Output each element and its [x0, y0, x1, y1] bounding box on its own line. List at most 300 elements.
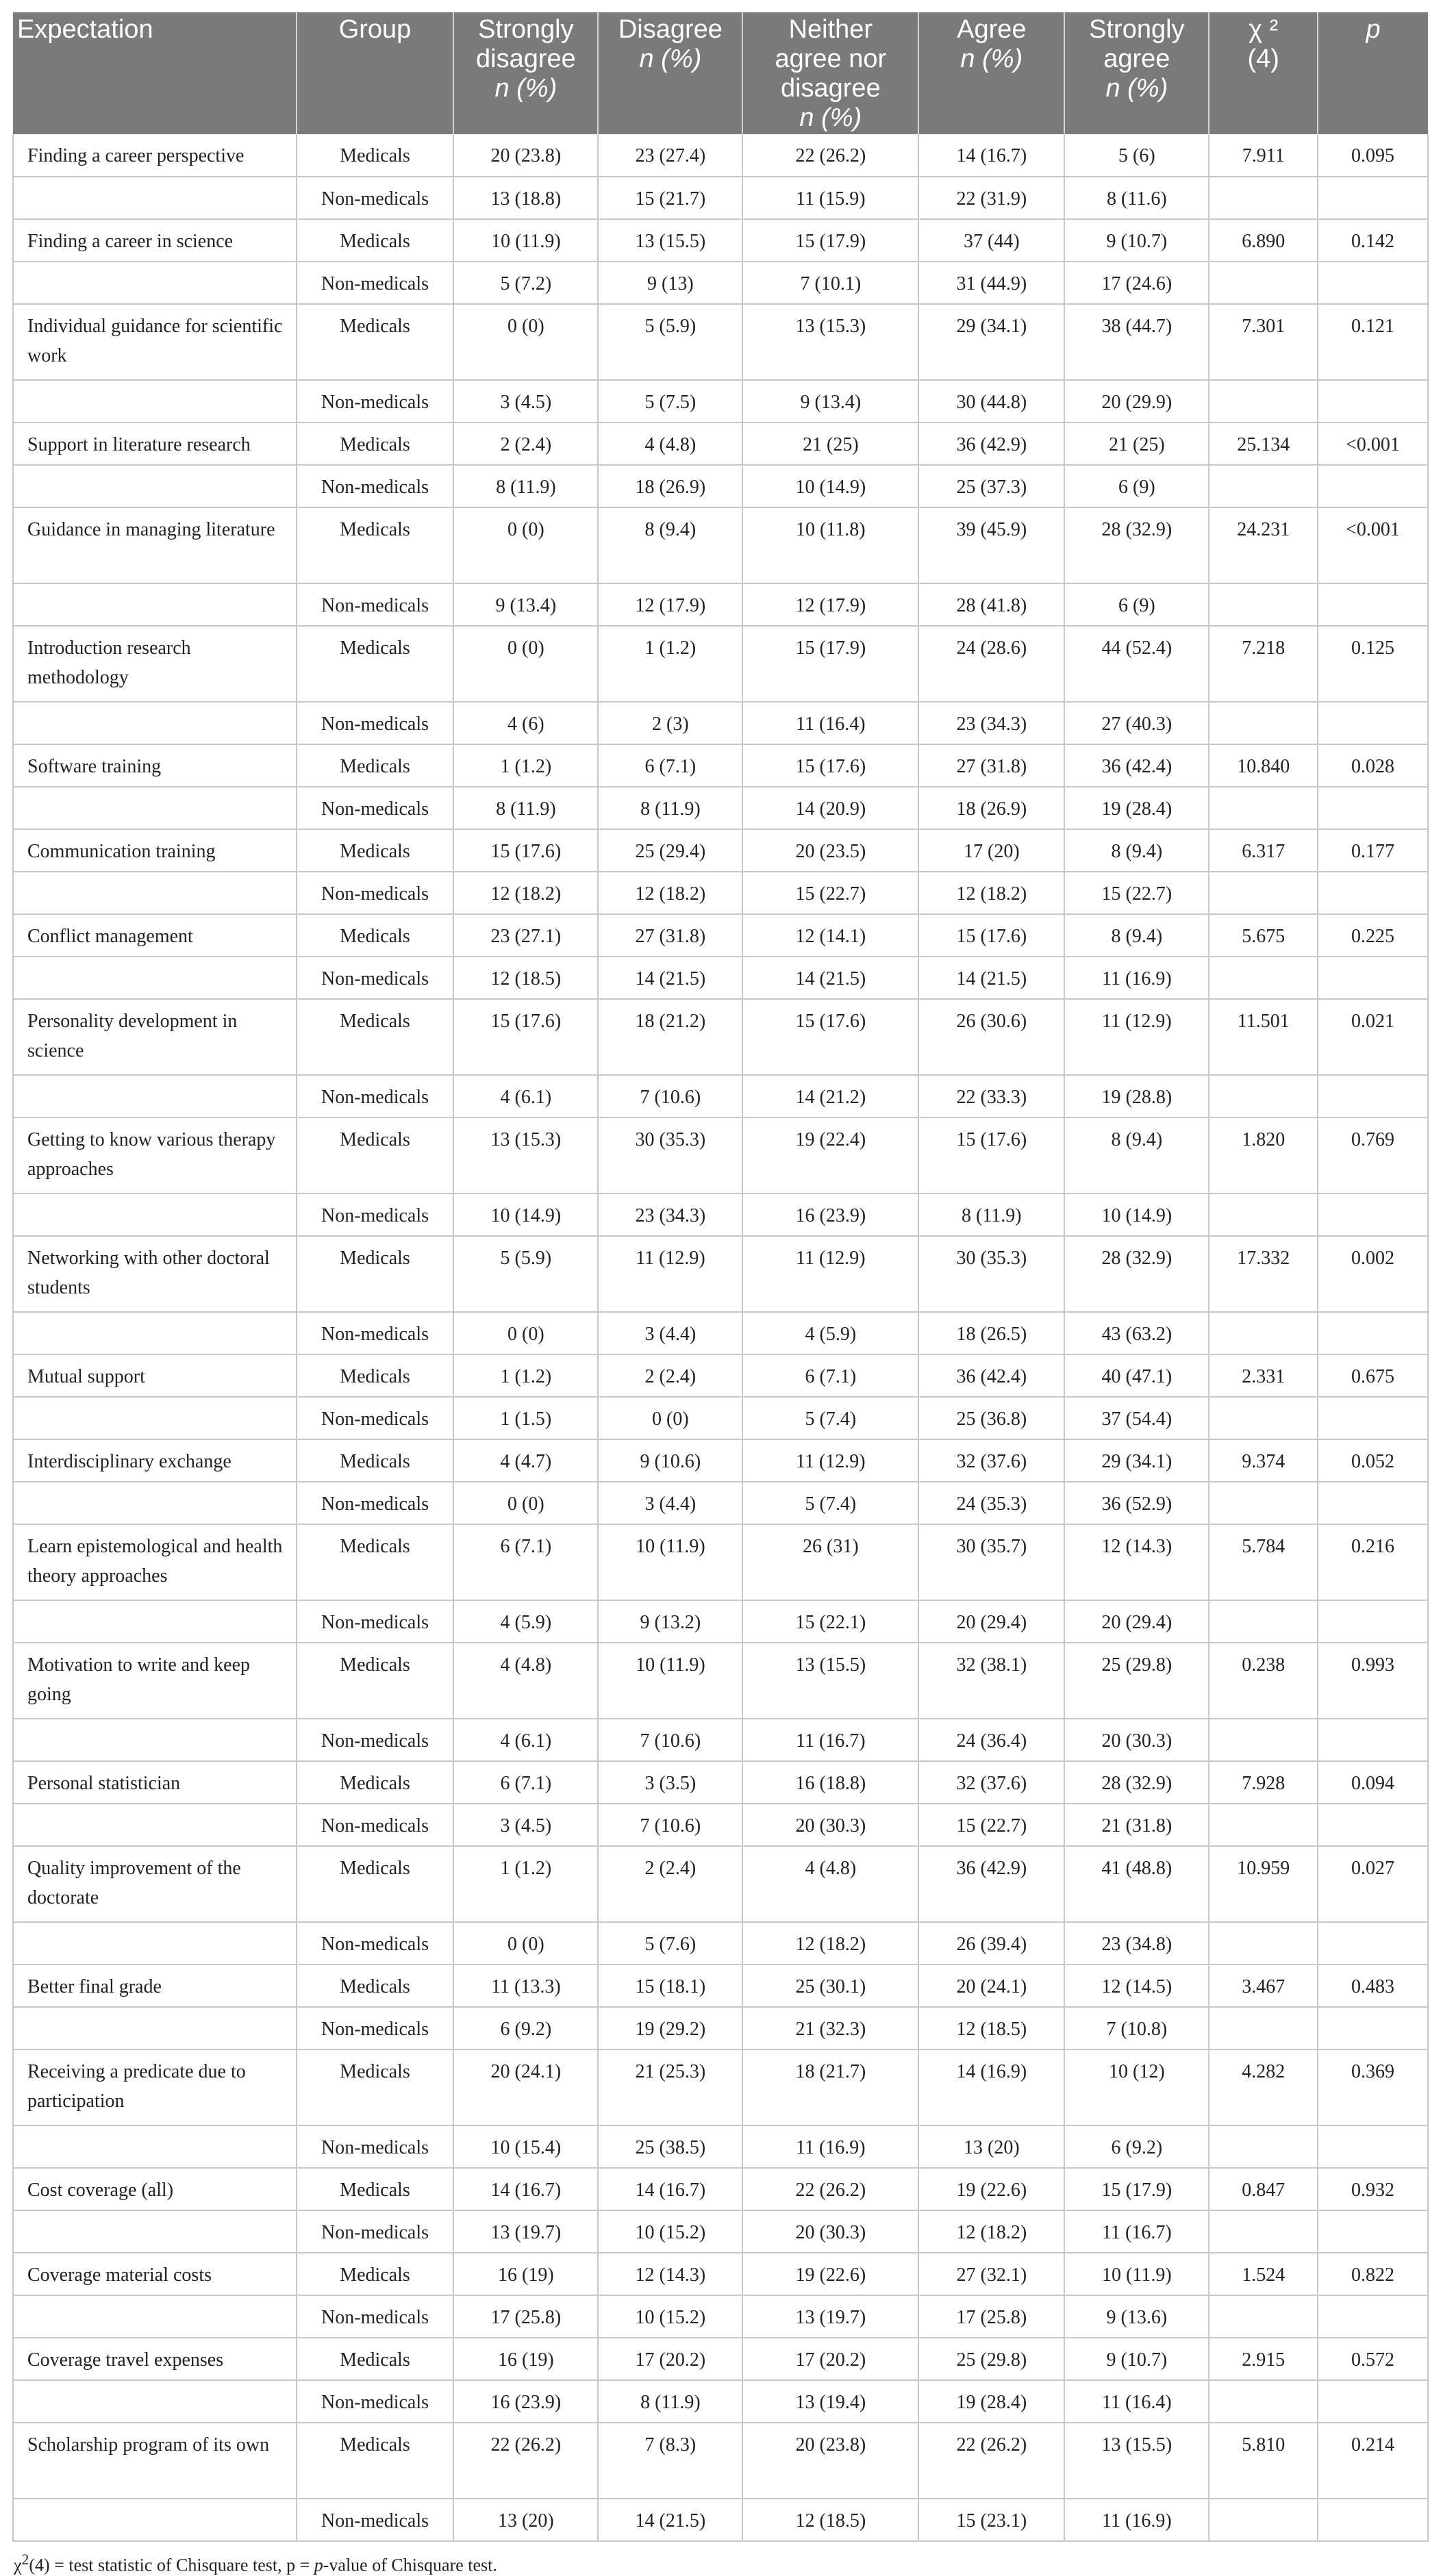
value-cell: 0.094 [1318, 1761, 1428, 1804]
table-row [13, 2338, 1428, 2380]
value-cell: 12 (18.5) [742, 2499, 918, 2541]
table-row [13, 177, 1428, 219]
expectation-cell [13, 1719, 297, 1761]
group-cell: Non-medicals [297, 1482, 454, 1524]
value-cell: 22 (33.3) [918, 1075, 1064, 1117]
value-cell: 1 (1.2) [453, 1354, 598, 1397]
value-cell [1318, 2007, 1428, 2049]
group-cell: Medicals [297, 2253, 454, 2295]
group-cell: Non-medicals [297, 702, 454, 744]
value-cell: 6 (9) [1064, 465, 1209, 507]
value-cell: 13 (15.3) [742, 304, 918, 380]
expectation-cell: Interdisciplinary exchange [13, 1439, 297, 1482]
value-cell: 0.214 [1318, 2423, 1428, 2499]
value-cell: 22 (26.2) [742, 134, 918, 177]
value-cell: 5 (7.4) [742, 1397, 918, 1439]
table-row [13, 1643, 1428, 1719]
group-cell: Medicals [297, 507, 454, 583]
value-cell [1209, 2499, 1318, 2541]
value-cell: 17 (25.8) [918, 2295, 1064, 2338]
value-cell: 32 (37.6) [918, 1761, 1064, 1804]
value-cell: 17 (20) [918, 829, 1064, 872]
header-line: χ ² [1249, 15, 1279, 44]
expectation-cell [13, 1194, 297, 1236]
expectation-cell: Communication training [13, 829, 297, 872]
expectation-cell [13, 872, 297, 914]
value-cell: 12 (18.2) [918, 2210, 1064, 2253]
value-cell: 10.959 [1209, 1846, 1318, 1922]
value-cell: 2.331 [1209, 1354, 1318, 1397]
table-row [13, 1312, 1428, 1354]
value-cell: 40 (47.1) [1064, 1354, 1209, 1397]
table-row [13, 2007, 1428, 2049]
value-cell: 9 (10.7) [1064, 219, 1209, 262]
expectation-cell: Quality improvement of the doctorate [13, 1846, 297, 1922]
value-cell: 10 (11.8) [742, 507, 918, 583]
value-cell: 28 (32.9) [1064, 1236, 1209, 1312]
value-cell: 37 (44) [918, 219, 1064, 262]
value-cell: 18 (26.9) [598, 465, 742, 507]
value-cell: 14 (21.2) [742, 1075, 918, 1117]
value-cell: 0.095 [1318, 134, 1428, 177]
value-cell: 6 (9.2) [1064, 2125, 1209, 2168]
value-cell: 6 (9.2) [453, 2007, 598, 2049]
value-cell: 36 (42.9) [918, 422, 1064, 465]
header-neither [742, 12, 918, 134]
value-cell: 12 (14.5) [1064, 1965, 1209, 2007]
value-cell: 27 (31.8) [598, 914, 742, 957]
table-row [13, 583, 1428, 626]
value-cell: 14 (16.9) [918, 2049, 1064, 2125]
value-cell [1318, 702, 1428, 744]
table-row [13, 1719, 1428, 1761]
header-unit: p [1366, 15, 1381, 44]
group-cell: Non-medicals [297, 787, 454, 829]
expectation-cell: Receiving a predicate due to participation [13, 2049, 297, 2125]
value-cell: 12 (14.1) [742, 914, 918, 957]
header-line: Expectation [17, 15, 153, 44]
value-cell: 0.847 [1209, 2168, 1318, 2210]
value-cell: 0.675 [1318, 1354, 1428, 1397]
expectation-cell: Networking with other doctoral students [13, 1236, 297, 1312]
value-cell: 1 (1.2) [453, 1846, 598, 1922]
table-row [13, 1354, 1428, 1397]
value-cell: 7.928 [1209, 1761, 1318, 1804]
value-cell: 11 (16.9) [742, 2125, 918, 2168]
group-cell: Medicals [297, 1524, 454, 1600]
value-cell: 15 (17.6) [742, 744, 918, 787]
value-cell: 0 (0) [453, 1312, 598, 1354]
group-cell: Non-medicals [297, 1804, 454, 1846]
group-cell: Medicals [297, 2049, 454, 2125]
value-cell: 0.572 [1318, 2338, 1428, 2380]
group-cell: Non-medicals [297, 1922, 454, 1965]
value-cell: 15 (22.7) [742, 872, 918, 914]
group-cell: Medicals [297, 1761, 454, 1804]
expectation-cell [13, 2499, 297, 2541]
table-row [13, 380, 1428, 422]
value-cell [1209, 380, 1318, 422]
group-cell: Medicals [297, 1965, 454, 2007]
value-cell: 13 (19.4) [742, 2380, 918, 2423]
value-cell: 12 (18.2) [742, 1922, 918, 1965]
header-row [13, 12, 1428, 134]
value-cell: 8 (11.6) [1064, 177, 1209, 219]
value-cell [1318, 583, 1428, 626]
value-cell: 10.840 [1209, 744, 1318, 787]
value-cell: 1.820 [1209, 1117, 1318, 1194]
table-row [13, 829, 1428, 872]
value-cell: 3 (4.5) [453, 1804, 598, 1846]
value-cell: 3 (4.4) [598, 1312, 742, 1354]
table-container [12, 12, 1429, 2576]
table-row [13, 1804, 1428, 1846]
footnote-italic-p: p [314, 2555, 323, 2575]
header-line: disagree [780, 74, 881, 103]
expectation-cell: Support in literature research [13, 422, 297, 465]
value-cell: 8 (9.4) [1064, 1117, 1209, 1194]
value-cell: 0 (0) [453, 1922, 598, 1965]
expectation-cell: Mutual support [13, 1354, 297, 1397]
value-cell: 0 (0) [598, 1397, 742, 1439]
value-cell: 14 (21.5) [598, 957, 742, 999]
value-cell: 1.524 [1209, 2253, 1318, 2295]
value-cell: 14 (20.9) [742, 787, 918, 829]
value-cell [1318, 2499, 1428, 2541]
table-row [13, 2499, 1428, 2541]
value-cell [1209, 1922, 1318, 1965]
value-cell: 10 (11.9) [453, 219, 598, 262]
header-line: Agree [957, 15, 1027, 44]
value-cell: 5 (7.5) [598, 380, 742, 422]
value-cell: 26 (39.4) [918, 1922, 1064, 1965]
value-cell [1318, 262, 1428, 304]
value-cell: 17 (20.2) [742, 2338, 918, 2380]
value-cell: 13 (19.7) [453, 2210, 598, 2253]
value-cell [1209, 1719, 1318, 1761]
value-cell: 29 (34.1) [1064, 1439, 1209, 1482]
value-cell: 30 (35.7) [918, 1524, 1064, 1600]
value-cell: 17 (20.2) [598, 2338, 742, 2380]
table-row [13, 507, 1428, 583]
header-line: agree nor [775, 45, 887, 73]
value-cell: 20 (29.4) [1064, 1600, 1209, 1643]
value-cell: 17.332 [1209, 1236, 1318, 1312]
header-unit: n (%) [639, 45, 702, 73]
value-cell [1209, 1312, 1318, 1354]
value-cell: 10 (12) [1064, 2049, 1209, 2125]
value-cell: 11 (16.4) [1064, 2380, 1209, 2423]
value-cell: 8 (9.4) [1064, 914, 1209, 957]
value-cell: 6 (7.1) [742, 1354, 918, 1397]
value-cell [1318, 1194, 1428, 1236]
value-cell: 0 (0) [453, 304, 598, 380]
value-cell: 19 (22.6) [742, 2253, 918, 2295]
value-cell: 28 (32.9) [1064, 507, 1209, 583]
value-cell: 4 (4.8) [598, 422, 742, 465]
value-cell: 27 (40.3) [1064, 702, 1209, 744]
value-cell: 14 (16.7) [453, 2168, 598, 2210]
expectation-cell [13, 262, 297, 304]
value-cell: 6 (9) [1064, 583, 1209, 626]
header-unit: n (%) [960, 45, 1023, 73]
value-cell: 15 (23.1) [918, 2499, 1064, 2541]
value-cell: 25 (29.8) [1064, 1643, 1209, 1719]
value-cell: 8 (11.9) [453, 465, 598, 507]
expectations-table [12, 12, 1429, 2542]
value-cell [1318, 380, 1428, 422]
value-cell [1318, 1312, 1428, 1354]
group-cell: Medicals [297, 914, 454, 957]
value-cell: 27 (32.1) [918, 2253, 1064, 2295]
value-cell: 5 (7.4) [742, 1482, 918, 1524]
value-cell: 22 (31.9) [918, 177, 1064, 219]
value-cell: 26 (30.6) [918, 999, 1064, 1075]
value-cell: 9 (13) [598, 262, 742, 304]
value-cell: 19 (28.8) [1064, 1075, 1209, 1117]
value-cell: 8 (11.9) [598, 787, 742, 829]
group-cell: Medicals [297, 1846, 454, 1922]
value-cell: 24.231 [1209, 507, 1318, 583]
table-row [13, 2210, 1428, 2253]
value-cell: 23 (27.1) [453, 914, 598, 957]
value-cell: 5.675 [1209, 914, 1318, 957]
expectation-cell [13, 380, 297, 422]
value-cell: 24 (35.3) [918, 1482, 1064, 1524]
value-cell: 15 (21.7) [598, 177, 742, 219]
value-cell: 6 (7.1) [453, 1524, 598, 1600]
table-row [13, 957, 1428, 999]
value-cell [1318, 2210, 1428, 2253]
value-cell: 5 (7.6) [598, 1922, 742, 1965]
header-strongly-disagree [453, 12, 598, 134]
group-cell: Non-medicals [297, 262, 454, 304]
table-header [13, 12, 1428, 134]
value-cell: 9 (13.4) [742, 380, 918, 422]
expectation-cell [13, 1312, 297, 1354]
table-row [13, 1397, 1428, 1439]
value-cell: 4 (5.9) [742, 1312, 918, 1354]
value-cell: 20 (24.1) [918, 1965, 1064, 2007]
value-cell: 0 (0) [453, 507, 598, 583]
value-cell: 15 (17.9) [1064, 2168, 1209, 2210]
value-cell [1318, 177, 1428, 219]
value-cell: 27 (31.8) [918, 744, 1064, 787]
value-cell: 18 (21.7) [742, 2049, 918, 2125]
value-cell: 24 (28.6) [918, 626, 1064, 702]
header-chi-square [1209, 12, 1318, 134]
value-cell [1318, 1075, 1428, 1117]
value-cell: 2 (2.4) [598, 1354, 742, 1397]
value-cell: 0.225 [1318, 914, 1428, 957]
value-cell: 12 (18.2) [453, 872, 598, 914]
value-cell: 12 (18.5) [453, 957, 598, 999]
expectation-cell: Conflict management [13, 914, 297, 957]
table-row [13, 2125, 1428, 2168]
value-cell: 10 (14.9) [742, 465, 918, 507]
value-cell: 5 (5.9) [598, 304, 742, 380]
group-cell: Non-medicals [297, 380, 454, 422]
value-cell [1209, 957, 1318, 999]
expectation-cell [13, 177, 297, 219]
value-cell: 7.218 [1209, 626, 1318, 702]
value-cell: 20 (23.5) [742, 829, 918, 872]
value-cell [1318, 465, 1428, 507]
value-cell: 0.027 [1318, 1846, 1428, 1922]
value-cell: 4 (6) [453, 702, 598, 744]
value-cell [1209, 2295, 1318, 2338]
expectation-cell: Software training [13, 744, 297, 787]
value-cell: 0.028 [1318, 744, 1428, 787]
table-row [13, 2295, 1428, 2338]
group-cell: Medicals [297, 1439, 454, 1482]
header-line: Strongly [478, 15, 574, 44]
expectation-cell [13, 702, 297, 744]
group-cell: Non-medicals [297, 1194, 454, 1236]
value-cell [1318, 2380, 1428, 2423]
value-cell: 6.317 [1209, 829, 1318, 872]
value-cell: 13 (18.8) [453, 177, 598, 219]
value-cell: 7 (10.6) [598, 1075, 742, 1117]
group-cell: Non-medicals [297, 2499, 454, 2541]
value-cell: 15 (17.9) [742, 219, 918, 262]
value-cell: 14 (16.7) [598, 2168, 742, 2210]
value-cell: 19 (29.2) [598, 2007, 742, 2049]
value-cell: 7 (10.8) [1064, 2007, 1209, 2049]
group-cell: Medicals [297, 134, 454, 177]
value-cell: 7.911 [1209, 134, 1318, 177]
value-cell: 3.467 [1209, 1965, 1318, 2007]
header-strongly-agree [1064, 12, 1209, 134]
value-cell: 10 (11.9) [1064, 2253, 1209, 2295]
value-cell: 10 (14.9) [1064, 1194, 1209, 1236]
header-p-value [1318, 12, 1428, 134]
table-row [13, 1075, 1428, 1117]
value-cell: 12 (18.2) [918, 872, 1064, 914]
value-cell: 37 (54.4) [1064, 1397, 1209, 1439]
value-cell: 19 (28.4) [918, 2380, 1064, 2423]
value-cell: 25.134 [1209, 422, 1318, 465]
table-row [13, 1439, 1428, 1482]
value-cell: 9 (10.6) [598, 1439, 742, 1482]
value-cell: 23 (27.4) [598, 134, 742, 177]
value-cell: 25 (36.8) [918, 1397, 1064, 1439]
value-cell: 16 (18.8) [742, 1761, 918, 1804]
table-row [13, 1482, 1428, 1524]
value-cell: 10 (15.2) [598, 2295, 742, 2338]
value-cell: 28 (41.8) [918, 583, 1064, 626]
value-cell: 15 (22.7) [1064, 872, 1209, 914]
value-cell: 25 (29.4) [598, 829, 742, 872]
group-cell: Non-medicals [297, 583, 454, 626]
value-cell: 12 (14.3) [1064, 1524, 1209, 1600]
value-cell [1209, 1397, 1318, 1439]
value-cell: 11 (12.9) [1064, 999, 1209, 1075]
group-cell: Medicals [297, 2423, 454, 2499]
table-row [13, 1761, 1428, 1804]
value-cell: 12 (18.2) [598, 872, 742, 914]
value-cell: 2.915 [1209, 2338, 1318, 2380]
value-cell: 1 (1.2) [598, 626, 742, 702]
expectation-cell [13, 1804, 297, 1846]
group-cell: Medicals [297, 1236, 454, 1312]
value-cell [1209, 2210, 1318, 2253]
expectation-cell: Motivation to write and keep going [13, 1643, 297, 1719]
value-cell: 0.216 [1318, 1524, 1428, 1600]
value-cell: 31 (44.9) [918, 262, 1064, 304]
header-unit: n (%) [799, 103, 862, 132]
value-cell: 0.769 [1318, 1117, 1428, 1194]
group-cell: Medicals [297, 304, 454, 380]
value-cell: 9 (13.6) [1064, 2295, 1209, 2338]
value-cell: 15 (22.7) [918, 1804, 1064, 1846]
table-row [13, 1117, 1428, 1194]
value-cell: 25 (37.3) [918, 465, 1064, 507]
value-cell: 6 (7.1) [598, 744, 742, 787]
expectation-cell: Guidance in managing literature [13, 507, 297, 583]
value-cell [1209, 1482, 1318, 1524]
value-cell: 32 (37.6) [918, 1439, 1064, 1482]
value-cell: 4 (4.8) [742, 1846, 918, 1922]
value-cell: 15 (17.6) [742, 999, 918, 1075]
expectation-cell [13, 957, 297, 999]
table-row [13, 1194, 1428, 1236]
footnote-chi-symbol: χ [14, 2555, 22, 2575]
value-cell: 36 (42.4) [1064, 744, 1209, 787]
table-row [13, 999, 1428, 1075]
header-line: Disagree [618, 15, 723, 44]
table-row [13, 422, 1428, 465]
value-cell: 21 (25) [742, 422, 918, 465]
value-cell: 3 (3.5) [598, 1761, 742, 1804]
table-row [13, 1600, 1428, 1643]
value-cell: 0.052 [1318, 1439, 1428, 1482]
value-cell: 2 (2.4) [598, 1846, 742, 1922]
value-cell: 15 (17.6) [918, 1117, 1064, 1194]
value-cell: 17 (25.8) [453, 2295, 598, 2338]
header-group [297, 12, 454, 134]
value-cell: 29 (34.1) [918, 304, 1064, 380]
table-row [13, 626, 1428, 702]
value-cell: 4 (4.8) [453, 1643, 598, 1719]
expectation-cell: Learn epistemological and health theory approaches [13, 1524, 297, 1600]
value-cell [1209, 702, 1318, 744]
value-cell: 0.993 [1318, 1643, 1428, 1719]
value-cell: 0 (0) [453, 626, 598, 702]
value-cell: 39 (45.9) [918, 507, 1064, 583]
value-cell: 16 (23.9) [742, 1194, 918, 1236]
value-cell: 44 (52.4) [1064, 626, 1209, 702]
value-cell: 28 (32.9) [1064, 1761, 1209, 1804]
value-cell: 24 (36.4) [918, 1719, 1064, 1761]
expectation-cell: Personality development in science [13, 999, 297, 1075]
table-row [13, 914, 1428, 957]
value-cell: 19 (28.4) [1064, 787, 1209, 829]
value-cell: 22 (26.2) [918, 2423, 1064, 2499]
expectation-cell: Scholarship program of its own [13, 2423, 297, 2499]
value-cell: 25 (29.8) [918, 2338, 1064, 2380]
value-cell: 9 (13.4) [453, 583, 598, 626]
value-cell: 19 (22.4) [742, 1117, 918, 1194]
value-cell: 11 (16.9) [1064, 2499, 1209, 2541]
table-row [13, 2253, 1428, 2295]
value-cell: 36 (52.9) [1064, 1482, 1209, 1524]
expectation-cell: Coverage material costs [13, 2253, 297, 2295]
value-cell [1209, 1075, 1318, 1117]
value-cell: 11.501 [1209, 999, 1318, 1075]
header-agree [918, 12, 1064, 134]
value-cell: 9 (10.7) [1064, 2338, 1209, 2380]
